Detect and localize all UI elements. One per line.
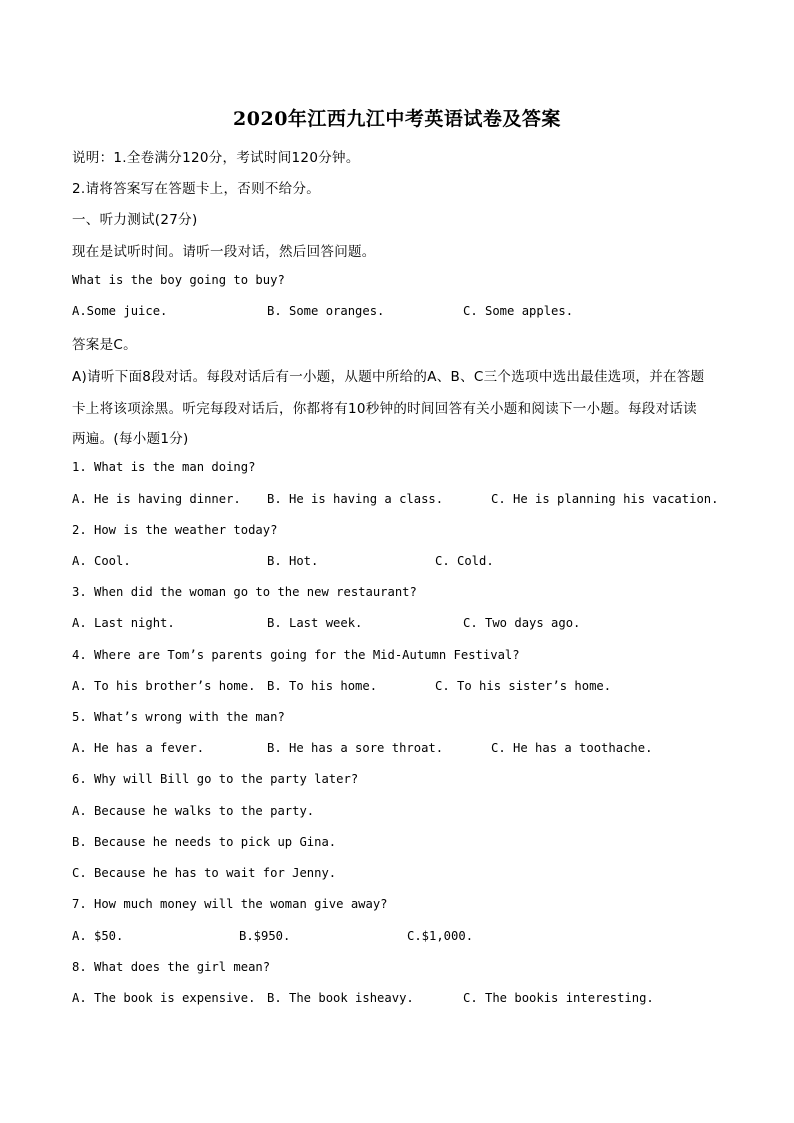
q4-option-b: B. To his home.	[267, 679, 378, 693]
q8-option-c: C. The bookis interesting.	[463, 991, 654, 1005]
q7-option-b: B.$950.	[239, 929, 291, 943]
exam-title: 2020年江西九江中考英语试卷及答案	[233, 108, 561, 130]
q2-option-b: B. Hot.	[267, 554, 319, 568]
q5-option-a: A. He has a fever.	[72, 741, 205, 755]
q4-option-c: C. To his sister’s home.	[435, 679, 612, 693]
question-1: 1. What is the man doing?	[72, 460, 256, 474]
question-4: 4. Where are Tom’s parents going for the Mid-Autumn Festival?	[72, 648, 520, 662]
note-line-2: 2.请将答案写在答题卡上，否则不给分。	[72, 181, 321, 197]
q3-option-c: C. Two days ago.	[463, 616, 581, 630]
question-8: 8. What does the girl mean?	[72, 960, 271, 974]
section-heading: 一、听力测试(27分)	[72, 212, 198, 228]
practice-option-b: B. Some oranges.	[267, 304, 385, 318]
instruction-line-3: 两遍。(每小题1分)	[72, 431, 189, 447]
q2-option-c: C. Cold.	[435, 554, 494, 568]
question-5: 5. What’s wrong with the man?	[72, 710, 285, 724]
q5-option-c: C. He has a toothache.	[491, 741, 653, 755]
q1-option-b: B. He is having a class.	[267, 492, 444, 506]
question-7: 7. How much money will the woman give away?	[72, 897, 388, 911]
q4-option-a: A. To his brother’s home.	[72, 679, 256, 693]
practice-intro: 现在是试听时间。请听一段对话，然后回答问题。	[72, 244, 376, 260]
instruction-line-2: 卡上将该项涂黑。听完每段对话后，你都将有10秒钟的时间回答有关小题和阅读下一小题。每段对话读	[72, 401, 697, 417]
q3-option-b: B. Last week.	[267, 616, 363, 630]
q3-option-a: A. Last night.	[72, 616, 175, 630]
question-6: 6. Why will Bill go to the party later?	[72, 772, 359, 786]
practice-answer: 答案是C。	[72, 337, 137, 353]
q6-option-c: C. Because he has to wait for Jenny.	[72, 866, 337, 880]
q8-option-b: B. The book isheavy.	[267, 991, 414, 1005]
q6-option-b: B. Because he needs to pick up Gina.	[72, 835, 337, 849]
practice-option-a: A.Some juice.	[72, 304, 168, 318]
q8-option-a: A. The book is expensive.	[72, 991, 256, 1005]
q5-option-b: B. He has a sore throat.	[267, 741, 444, 755]
question-2: 2. How is the weather today?	[72, 523, 278, 537]
q1-option-c: C. He is planning his vacation.	[491, 492, 719, 506]
q7-option-c: C.$1,000.	[407, 929, 474, 943]
q7-option-a: A. $50.	[72, 929, 124, 943]
note-line-1: 说明：1.全卷满分120分，考试时间120分钟。	[72, 150, 360, 166]
q2-option-a: A. Cool.	[72, 554, 131, 568]
q6-option-a: A. Because he walks to the party.	[72, 804, 315, 818]
practice-question: What is the boy going to buy?	[72, 273, 285, 287]
instruction-line-1: A)请听下面8段对话。每段对话后有一小题，从题中所给的A、B、C三个选项中选出最佳选项，并在答题	[72, 369, 705, 385]
practice-option-c: C. Some apples.	[463, 304, 574, 318]
q1-option-a: A. He is having dinner.	[72, 492, 241, 506]
question-3: 3. When did the woman go to the new restaurant?	[72, 585, 417, 599]
